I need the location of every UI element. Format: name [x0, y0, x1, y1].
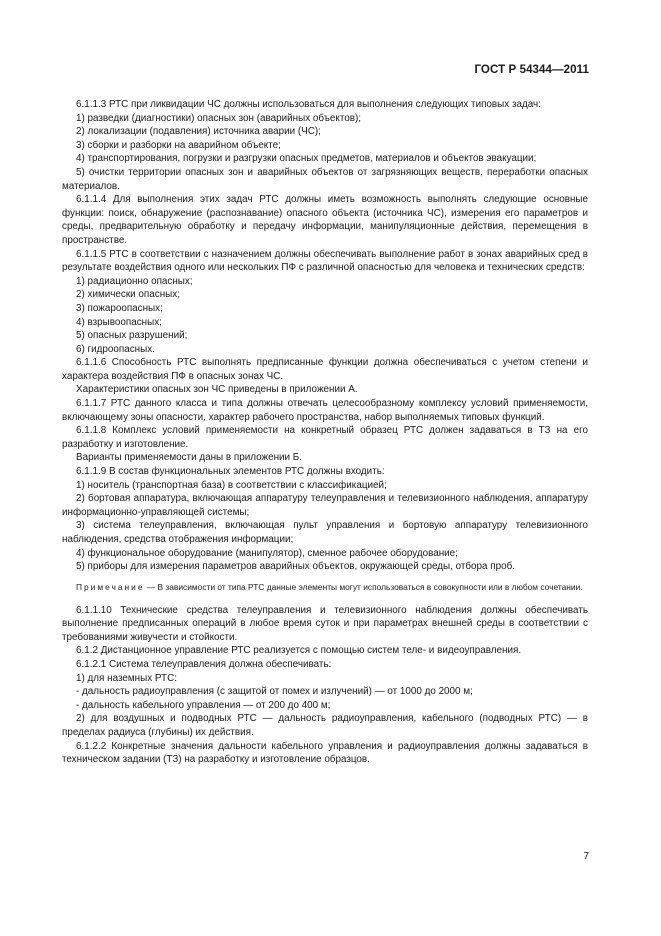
clause-6-1-1-5: 6.1.1.5 РТС в соответствии с назначением должны обеспечивать выполнение работ в зонах аварийных сред в результате воздействия одного или нескольких ПФ с различной опасностью для человека и технических средств: — [62, 248, 588, 274]
list-item: - дальность радиоуправления (с защитой от помех и излучений) — от 1000 до 2000 м; — [76, 686, 473, 698]
clause-6-1-1-6: 6.1.1.6 Способность РТС выполнять предписанные функции должна обеспечиваться с учетом степени и характера воздействия ПФ в опасных зонах ЧС. — [62, 357, 588, 382]
page-body — [62, 98, 588, 767]
note — [62, 582, 588, 594]
list-item: 2) для воздушных и подводных РТС — дальность радиоуправления, кабельного (подводных РТС) — в пределах радиуса (глубины) их действия. — [62, 713, 588, 738]
clause-6-1-1-3: 6.1.1.3 РТС при ликвидации ЧС должны использоваться для выполнения следующих типовых задач: — [76, 99, 541, 110]
list-item: 3) система телеуправления, включающая пульт управления и бортовую аппаратуру телевизионного наблюдения, средства отображения информации; — [62, 520, 588, 545]
list-item: 2) локализации (подавления) источника аварии (ЧС); — [76, 126, 321, 138]
clause-6-1-1-7: 6.1.1.7 РТС данного класса и типа должны отвечать целесообразному комплексу условий применяемости, включающему зоны опасности, характер рабочего пространства, набор выполняемых типовых функций. — [62, 398, 588, 423]
clause-6-1-2-2: 6.1.2.2 Конкретные значения дальности кабельного управления и радиоуправления должны задаваться в техническом задании (ТЗ) на разработку и изготовление образцов. — [62, 740, 588, 766]
annex-b-reference: Варианты применяемости даны в приложении Б. — [76, 452, 303, 464]
clause-6-1-1-4: 6.1.1.4 Для выполнения этих задач РТС должны иметь возможность выполнять следующие основные функции: поиск, обнаружение (распознавание) опасного объекта (источника ЧС), измерения его параметров и среды, предварительную обработку и передачу информации, манипуляционные действия, перемещения в пространстве. — [62, 194, 588, 246]
annex-a-reference: Характеристики опасных зон ЧС приведены в приложении А. — [76, 384, 358, 396]
page-number: 7 — [583, 851, 589, 862]
list-item: 5) опасных разрушений; — [76, 330, 188, 342]
list-item: 5) приборы для измерения параметров аварийных объектов, окружающей среды, отбора проб. — [76, 561, 516, 573]
clause-6-1-2: 6.1.2 Дистанционное управление РТС реализуется с помощью систем теле- и видеоуправления. — [76, 645, 522, 657]
list-item: - дальность кабельного управления — от 200 до 400 м; — [76, 699, 331, 711]
clause-6-1-2-1: 6.1.2.1 Система телеуправления должна обеспечивать: — [76, 658, 332, 670]
clause-6-1-1-9: 6.1.1.9 В состав функциональных элементов РТС должны входить: — [76, 466, 385, 478]
list-item: 1) носитель (транспортная база) в соответствии с классификацией; — [76, 479, 387, 491]
clause-6-1-1-8: 6.1.1.8 Комплекс условий применяемости на конкретный образец РТС должен задаваться в ТЗ на его разработку и изготовление. — [62, 425, 588, 450]
clause-6-1-1-10: 6.1.1.10 Технические средства телеуправления и телевизионного наблюдения должны обеспечивать выполнение предписанных операций в любое время суток и при параметрах внешней среды в соответствии с требованиями живучести и стойкости. — [62, 604, 588, 643]
list-item: 2) химически опасных; — [76, 289, 180, 301]
note-label: Примечание — [76, 581, 145, 592]
list-item: 3) пожароопасных; — [76, 302, 163, 314]
list-item: 6) гидроопасных. — [76, 343, 155, 355]
list-item: 1) радиационно опасных; — [76, 275, 193, 287]
document-header: ГОСТ Р 54344—2011 — [474, 64, 589, 76]
note-text: — В зависимости от типа РТС данные элементы могут использоваться в совокупности или в любом сочетании. — [146, 581, 583, 592]
list-item: 1) для наземных РТС: — [76, 672, 177, 684]
list-item: 1) разведки (диагностики) опасных зон (аварийных объектов); — [76, 112, 361, 124]
list-item: 4) функциональное оборудование (манипулятор), сменное рабочее оборудование; — [76, 547, 458, 559]
list-item: 2) бортовая аппаратура, включающая аппаратуру телеуправления и телевизионного наблюдения, аппаратуру информационно-управляющей системы; — [62, 493, 588, 518]
list-item: 3) сборки и разборки на аварийном объекте; — [76, 139, 281, 151]
list-item: 4) транспортирования, погрузки и разгрузки опасных предметов, материалов и объектов эвакуации; — [76, 153, 537, 165]
list-item: 5) очистки территории опасных зон и аварийных объектов от загрязняющих веществ, переработки опасных материалов. — [62, 166, 588, 192]
list-item: 4) взрывоопасных; — [76, 316, 162, 328]
